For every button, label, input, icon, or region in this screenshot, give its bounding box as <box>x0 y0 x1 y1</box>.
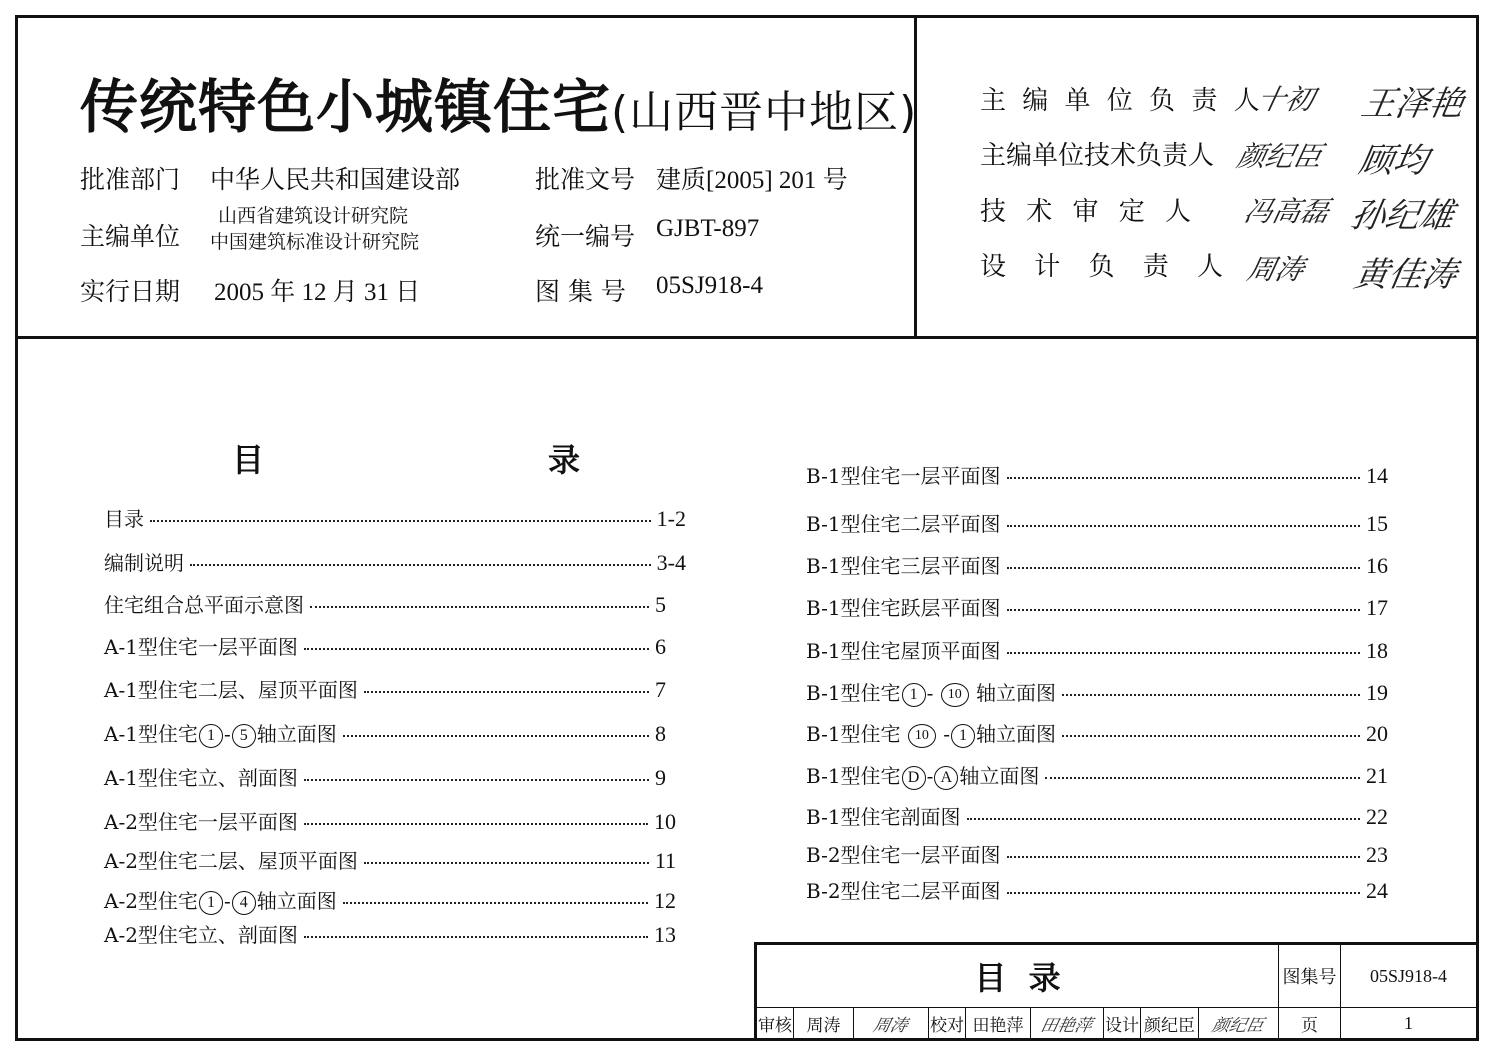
chief-editor-value-2: 中国建筑标准设计研究院 <box>210 231 420 253</box>
title-region: (山西晋中地区) <box>611 87 918 138</box>
axis-marker: 5 <box>232 724 256 748</box>
signature-role-3: 技 术 审 定 人 <box>980 197 1198 227</box>
design-signature: 颜纪臣 <box>1210 1015 1266 1036</box>
toc-item[interactable]: B-2型住宅一层平面图 23 <box>806 842 1388 867</box>
axis-marker: 1 <box>199 891 223 915</box>
check-signature: 田艳萍 <box>1038 1015 1095 1036</box>
axis-marker: 1 <box>902 683 926 707</box>
check-label: 校对 <box>930 1015 964 1036</box>
approval-dept-label: 批准部门 <box>80 165 181 194</box>
toc-item[interactable]: A-1型住宅二层、屋顶平面图 7 <box>104 677 666 702</box>
toc-item[interactable]: B-1型住宅 D - A 轴立面图 21 <box>806 763 1388 788</box>
toc-item[interactable]: B-1型住宅一层平面图 14 <box>806 463 1388 488</box>
signature-4a: 周涛 <box>1244 253 1308 286</box>
axis-marker: A <box>934 766 958 790</box>
page-title <box>80 60 917 144</box>
toc-item[interactable]: A-1型住宅立、剖面图 9 <box>104 765 666 790</box>
design-name: 颜纪臣 <box>1144 1015 1195 1036</box>
signature-3b: 孙纪雄 <box>1347 196 1457 236</box>
signature-role-2: 主编单位技术负责人 <box>980 141 1215 171</box>
toc-item[interactable]: A-2型住宅二层、屋顶平面图 11 <box>104 848 676 873</box>
axis-marker: 10 <box>941 683 969 707</box>
toc-item[interactable]: B-1型住宅 10 - 1 轴立面图 20 <box>806 721 1388 746</box>
review-name: 周涛 <box>806 1015 841 1036</box>
toc-item[interactable]: B-1型住宅剖面图 22 <box>806 804 1388 829</box>
toc-heading-right: 录 <box>548 441 581 479</box>
toc-item[interactable]: A-1型住宅 1 - 5 轴立面图 8 <box>104 721 666 746</box>
approval-no-label: 批准文号 <box>535 165 636 194</box>
effective-date-label: 实行日期 <box>80 277 181 306</box>
signature-1a: 十初 <box>1254 83 1318 116</box>
toc-item[interactable]: B-1型住宅三层平面图 16 <box>806 553 1388 578</box>
page-number: 1 <box>1404 1012 1413 1033</box>
signature-2a: 颜纪臣 <box>1234 140 1326 173</box>
review-label: 审核 <box>758 1015 792 1036</box>
axis-marker: 10 <box>908 724 936 748</box>
signature-4b: 黄佳涛 <box>1350 255 1460 295</box>
chief-editor-value-1: 山西省建筑设计研究院 <box>218 205 409 227</box>
toc-item[interactable]: B-1型住宅 1 - 10 轴立面图 19 <box>806 680 1388 705</box>
toc-item[interactable]: 住宅组合总平面示意图 5 <box>104 592 666 617</box>
check-name: 田艳萍 <box>972 1015 1024 1036</box>
toc-item[interactable]: A-1型住宅一层平面图 6 <box>104 634 666 659</box>
toc-item[interactable]: 目录 1-2 <box>104 506 686 531</box>
title-main: 传统特色小城镇住宅 <box>80 73 612 141</box>
unified-no-label: 统一编号 <box>535 222 636 251</box>
toc-item[interactable]: B-1型住宅跃层平面图 17 <box>806 595 1388 620</box>
effective-date-value: 2005 年 12 月 31 日 <box>214 279 421 306</box>
toc-item[interactable]: A-2型住宅 1 - 4 轴立面图 12 <box>104 888 676 913</box>
toc-item[interactable]: B-1型住宅二层平面图 15 <box>806 511 1388 536</box>
atlas-no-label: 图 集 号 <box>535 277 626 306</box>
toc-item[interactable]: B-2型住宅二层平面图 24 <box>806 878 1388 903</box>
axis-marker: D <box>902 766 926 790</box>
atlas-no-value: 05SJ918-4 <box>656 272 763 299</box>
approval-no-value: 建质[2005] 201 号 <box>656 167 848 194</box>
toc-item[interactable]: A-2型住宅一层平面图 10 <box>104 809 676 834</box>
toc-item[interactable]: 编制说明 3-4 <box>104 550 686 575</box>
toc-item[interactable]: B-1型住宅屋顶平面图 18 <box>806 638 1388 663</box>
atlas-number: 05SJ918-4 <box>1369 965 1447 986</box>
header-divider <box>15 336 1476 339</box>
approval-dept-value: 中华人民共和国建设部 <box>210 165 461 194</box>
signature-role-4: 设 计 负 责 人 <box>980 252 1234 282</box>
review-signature: 周涛 <box>871 1015 910 1036</box>
page-label: 页 <box>1301 1015 1318 1036</box>
design-label: 设计 <box>1105 1015 1139 1036</box>
signature-1b: 王泽艳 <box>1357 84 1467 124</box>
axis-marker: 1 <box>951 724 975 748</box>
atlas-label: 图集号 <box>1282 967 1337 988</box>
signature-3a: 冯高磊 <box>1241 195 1333 228</box>
signature-2b: 顾均 <box>1355 141 1431 181</box>
toc-item[interactable]: A-2型住宅立、剖面图 13 <box>104 922 676 947</box>
axis-marker: 4 <box>232 891 256 915</box>
axis-marker: 1 <box>199 724 223 748</box>
sheet-title: 目 录 <box>974 959 1061 997</box>
chief-editor-label: 主编单位 <box>80 222 181 251</box>
unified-no-value: GJBT-897 <box>656 215 760 242</box>
toc-heading-left: 目 <box>232 441 265 479</box>
signature-role-1: 主 编 单 位 负 责 人 <box>980 86 1264 116</box>
